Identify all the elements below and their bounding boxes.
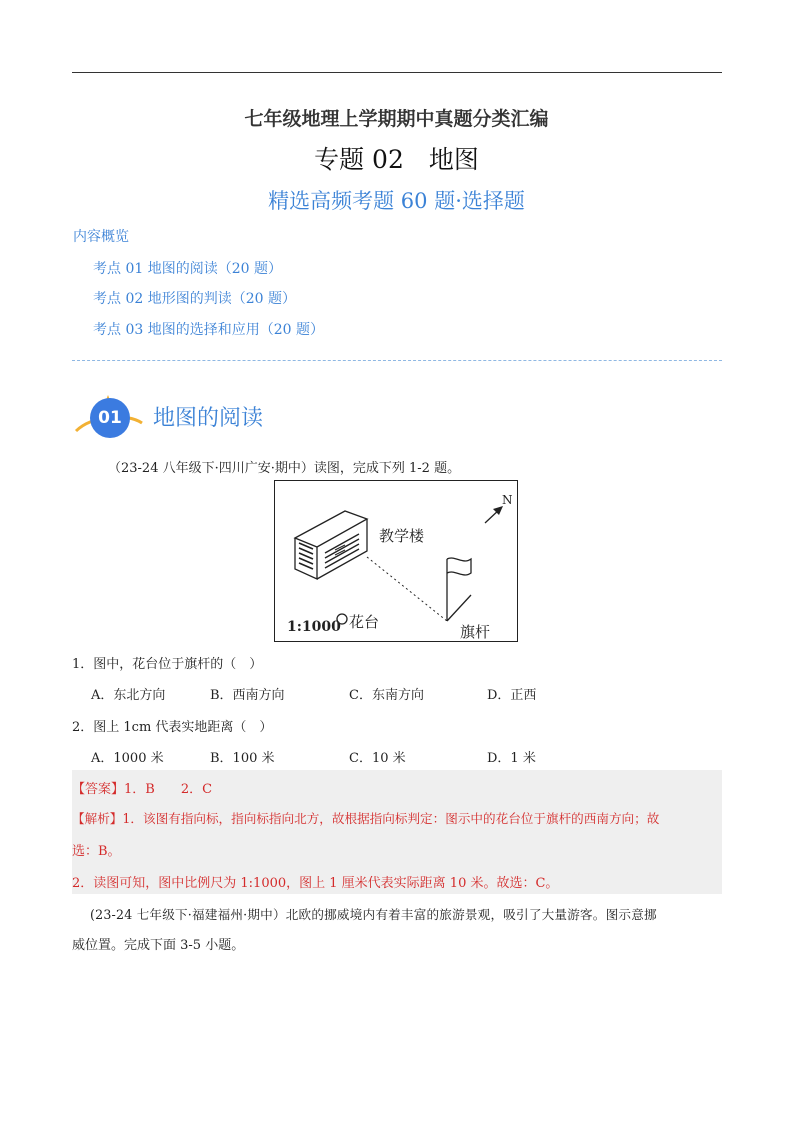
scale-label: 1:1000: [287, 619, 341, 635]
q1-option-c: C．东南方向: [349, 688, 424, 703]
flag-label: 旗杆: [460, 623, 491, 641]
question-1-stem: 1．图中，花台位于旗杆的（ ）: [72, 657, 263, 672]
topic-title: 专题 02 地图: [314, 145, 479, 174]
q2-option-a: A．1000 米: [91, 751, 164, 766]
overview-item: 考点 01 地图的阅读（20 题）: [93, 261, 282, 277]
q2-option-c: C．10 米: [349, 751, 406, 766]
group2-intro-line-1: (23-24 七年级下·福建福州·期中）北欧的挪威境内有着丰富的旅游景观，吸引了大量游客。图示意挪: [90, 907, 657, 922]
answer-line: 【答案】1．B 2．C: [72, 782, 213, 797]
question-2-stem: 2．图上 1cm 代表实地距离（ ）: [72, 720, 273, 735]
section-divider: [72, 360, 722, 361]
group1-intro: （23-24 八年级下·四川广安·期中）读图，完成下列 1-2 题。: [108, 461, 461, 476]
overview-item: 考点 02 地形图的判读（20 题）: [93, 291, 296, 307]
overview-label: 内容概览: [73, 229, 129, 245]
map-figure: [274, 480, 518, 642]
garden-label: 花台: [349, 613, 380, 631]
section-badge: [72, 393, 152, 443]
top-rule: [72, 72, 722, 73]
q2-option-d: D．1 米: [487, 751, 536, 766]
q1-option-b: B．西南方向: [210, 688, 285, 703]
flagpole-icon: [447, 558, 471, 621]
q1-option-d: D．正西: [487, 688, 537, 703]
series-title: 七年级地理上学期期中真题分类汇编: [244, 108, 549, 130]
building-label: 教学楼: [379, 527, 425, 545]
group2-intro-line-2: 威位置。完成下面 3-5 小题。: [72, 938, 245, 953]
analysis-line-3: 2．读图可知，图中比例尺为 1:1000，图上 1 厘米代表实际距离 10 米。故选：C。: [72, 876, 559, 891]
map-drawing: [275, 481, 517, 641]
subtitle: 精选高频考题 60 题·选择题: [268, 189, 525, 213]
analysis-line-2: 选：B。: [72, 844, 121, 859]
school-building-icon: [295, 511, 367, 579]
north-label: N: [502, 493, 513, 507]
section-number: 01: [90, 398, 130, 438]
section-title: 地图的阅读: [153, 406, 264, 431]
north-arrow-icon: [485, 506, 503, 523]
q1-option-a: A．东北方向: [91, 688, 166, 703]
overview-item: 考点 03 地图的选择和应用（20 题）: [93, 322, 324, 338]
analysis-line-1: 【解析】1．该图有指向标，指向标指向北方，故根据指向标判定：图示中的花台位于旗杆的西南方向；故: [72, 811, 660, 826]
q2-option-b: B．100 米: [210, 751, 275, 766]
